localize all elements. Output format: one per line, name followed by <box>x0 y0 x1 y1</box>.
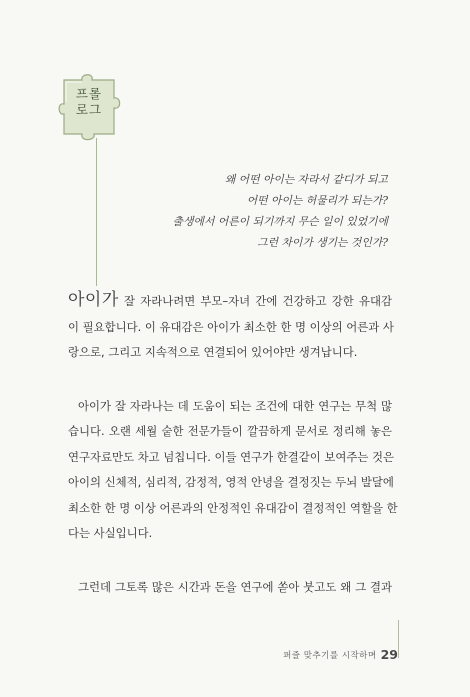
paragraph-1 <box>68 288 392 366</box>
running-title: 퍼즐 맞추기를 시작하며 <box>283 650 377 661</box>
paragraph-line: 최소한 한 명 이상 어른과의 안정적인 유대감이 결정적인 역할을 한 <box>68 500 398 515</box>
paragraph-line: 이 필요합니다. 이 유대감은 아이가 최소한 한 명 이상의 어른과 사 <box>68 319 394 334</box>
prologue-label-line1: 프롤 <box>75 86 103 101</box>
prologue-label <box>58 86 120 118</box>
epigraph-line: 왜 어떤 아이는 자라서 같디가 되고 <box>224 173 388 186</box>
lead-word: 아이가 <box>68 290 119 310</box>
paragraph-line: 연구자료만도 차고 넘칩니다. 이들 연구가 한결같이 보여주는 것은 <box>68 449 395 464</box>
epigraph-line: 그런 차이가 생기는 것인가? <box>257 236 388 249</box>
body-text <box>68 288 398 628</box>
prologue-label-line2: 로그 <box>75 102 103 117</box>
paragraph-line: 습니다. 오랜 세월 숱한 전문가들이 깔끔하게 문서로 정리해 놓은 <box>68 424 392 438</box>
paragraph-line: 아이가 잘 자라나는 데 도움이 되는 조건에 대한 연구는 무척 많 <box>78 398 392 413</box>
page-number: 29 <box>380 647 398 662</box>
paragraph-line <box>68 288 392 315</box>
paragraph-line: 아이의 신체적, 심리적, 감정적, 영적 안녕을 결정짓는 두뇌 발달에 <box>68 475 394 489</box>
badge-stem-line <box>96 138 97 286</box>
paragraph-line: 다는 사실입니다. <box>68 526 153 540</box>
epigraph-line: 출생에서 어른이 되기까지 무슨 일이 있었기에 <box>172 215 388 228</box>
footer-rule <box>398 620 399 658</box>
page-footer <box>283 647 398 662</box>
epigraph <box>173 169 388 253</box>
puzzle-piece-badge <box>58 72 130 144</box>
paragraph-line-text: 잘 자라나려면 부모–자녀 간에 건강하고 강한 유대감 <box>118 294 392 308</box>
paragraph-line: 랑으로, 그리고 지속적으로 연결되어 있어야만 생겨납니다. <box>68 345 358 359</box>
epigraph-line: 어떤 아이는 허물리가 되는가? <box>246 194 388 207</box>
paragraph-line: 그런데 그토록 많은 시간과 돈을 연구에 쏟아 붓고도 왜 그 결과 <box>78 579 392 594</box>
paragraph-2 <box>68 394 398 547</box>
paragraph-3 <box>68 575 392 601</box>
